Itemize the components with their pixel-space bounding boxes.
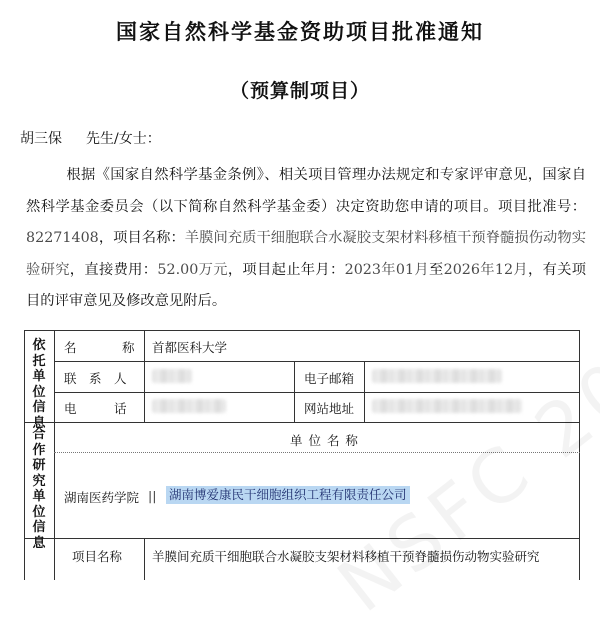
section-divider	[24, 538, 580, 539]
name-label: 名 称	[64, 340, 137, 355]
notice-paragraph	[26, 160, 586, 318]
table-border-top	[24, 330, 580, 331]
coop-unit-2-highlighted[interactable]: 湖南博爱康民干细胞组织工程有限责任公司	[166, 486, 410, 504]
project-name-value: 羊膜间充质干细胞联合水凝胶支架材料移植干预脊髓损伤动物实验研究	[152, 549, 540, 564]
end-date: 2026年12月	[443, 261, 528, 278]
redacted-contact	[152, 369, 192, 383]
col-divider	[144, 330, 145, 422]
paragraph-project-label: ，项目名称：	[98, 230, 185, 246]
direct-cost: 52.00万元	[157, 261, 228, 278]
col-divider	[364, 361, 365, 422]
paragraph-closing: ，有关项目的评审意见及修改意见附后。	[26, 261, 587, 309]
table-section-divider	[54, 330, 55, 580]
redacted-email	[372, 369, 502, 383]
contact-label: 联 系 人	[64, 371, 127, 386]
recipient-honorific: 先生/女士：	[86, 131, 161, 147]
notice-title: 国家自然科学基金资助项目批准通知	[116, 20, 484, 44]
paragraph-period-label: ，项目起止年月：	[227, 261, 345, 278]
paragraph-intro: 根据《国家自然科学基金条例》、相关项目管理办法规定和专家评审意见，国家自然科学基金委员会（以下简称自然科学基金委）决定资助您申请的项目。项目批准号：	[26, 167, 586, 215]
project-name-label: 项目名称	[72, 549, 123, 564]
phone-label: 电 话	[64, 401, 127, 416]
start-date: 2023年01月	[344, 261, 429, 278]
redacted-website	[372, 399, 522, 413]
paragraph-to: 至	[428, 261, 444, 278]
coop-unit-1: 湖南医药学院	[64, 490, 140, 505]
project-name: 羊膜间充质干细胞联合水凝胶支架材料移植干预脊髓损伤动物实验研究	[26, 230, 586, 278]
approval-number: 82271408	[26, 230, 99, 246]
section-label-cooperation-unit: 合作研究单位信息	[32, 427, 46, 551]
recipient-name: 胡三保	[20, 131, 62, 147]
col-divider	[294, 361, 295, 422]
name-value: 首都医科大学	[152, 340, 228, 355]
redacted-phone	[152, 399, 226, 413]
unit-name-header: 单 位 名 称	[290, 433, 359, 448]
coop-separator: ||	[148, 488, 157, 503]
table-border-left	[24, 330, 25, 580]
section-divider	[24, 422, 580, 423]
col-divider	[144, 538, 145, 580]
row-divider	[54, 392, 580, 393]
salutation	[20, 128, 161, 148]
notice-subtitle: （预算制项目）	[229, 80, 370, 102]
paragraph-cost-label: ，直接费用：	[69, 261, 158, 278]
section-label-host-unit: 依托单位信息	[32, 338, 46, 431]
row-divider	[54, 361, 580, 362]
website-label: 网站地址	[304, 401, 355, 416]
email-label: 电子邮箱	[304, 371, 355, 386]
